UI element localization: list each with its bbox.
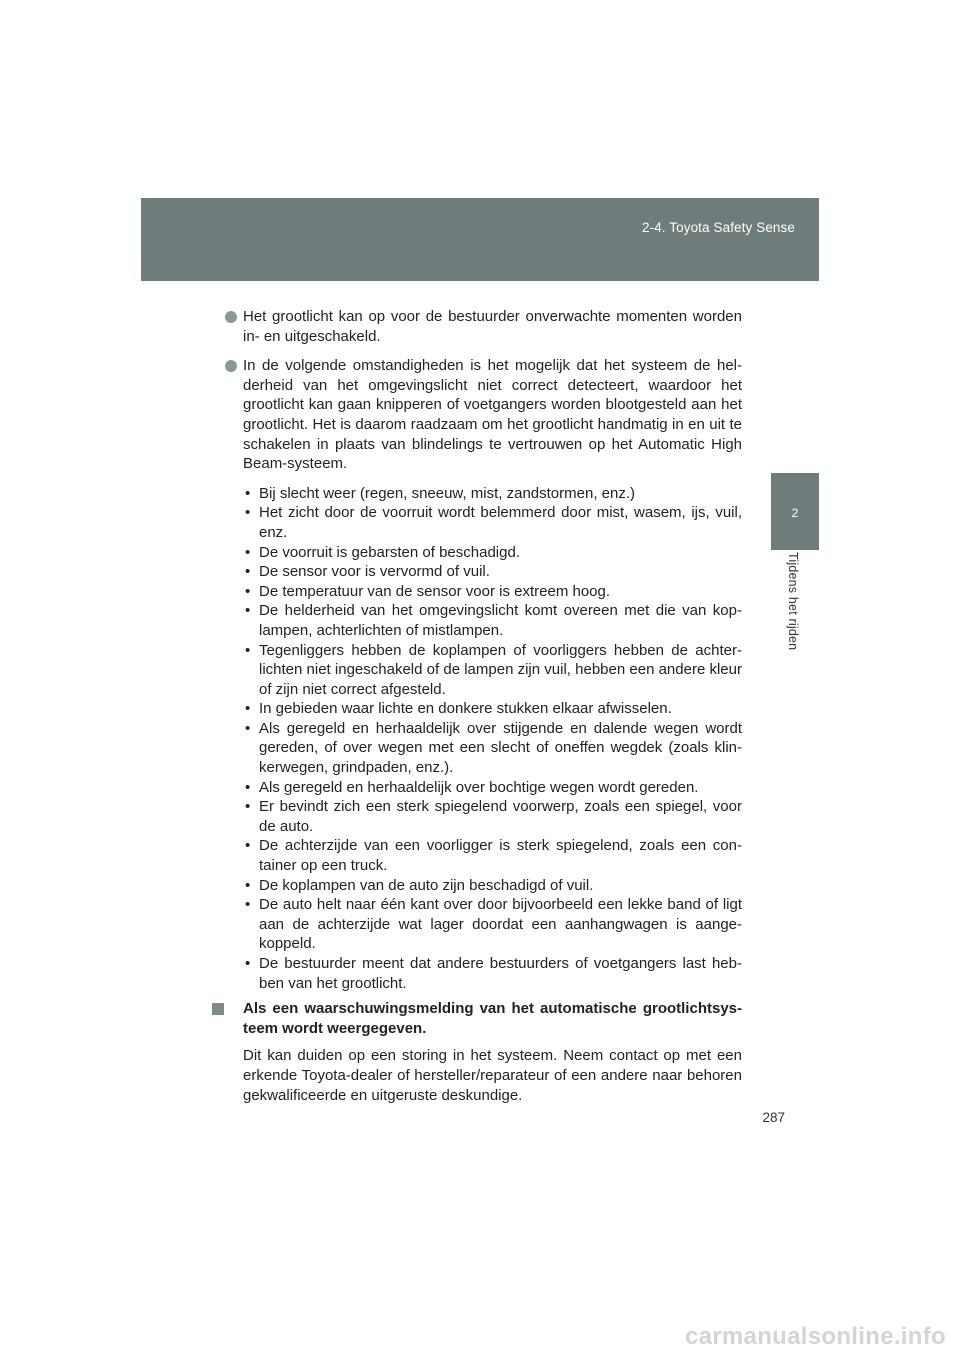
list-item-text: Als geregeld en herhaaldelijk over stijgende en dalende wegen wordt gereden, of over wegen met een slecht of oneffen wegdek (zoals klin-kerwegen, grindpaden, enz.). <box>259 719 742 777</box>
list-item-text: De achterzijde van een voorligger is sterk spiegelend, zoals een con-tainer op een truck. <box>259 837 742 875</box>
list-item <box>243 582 742 602</box>
bullet-icon: • <box>245 641 251 659</box>
list-item-text: In gebieden waar lichte en donkere stukken elkaar afwisselen. <box>259 700 672 718</box>
bullet-icon: • <box>245 504 251 522</box>
warning-heading-text: Als een waarschuwingsmelding van het automatische grootlichtsys-teem wordt weergegeven. <box>243 1000 742 1037</box>
page-number: 287 <box>762 1110 785 1125</box>
bullet-icon: • <box>245 876 251 894</box>
conditions-list <box>243 484 742 993</box>
bullet-dot-icon <box>225 311 237 323</box>
chapter-number: 2 <box>791 506 799 520</box>
list-item <box>243 836 742 875</box>
list-item-text: Bij slecht weer (regen, sneeuw, mist, zandstormen, enz.) <box>259 484 635 502</box>
bullet-icon: • <box>245 563 251 581</box>
list-item-text: De sensor voor is vervormd of vuil. <box>259 563 490 581</box>
paragraph-text: In de volgende omstandigheden is het mogelijk dat het systeem de hel-derheid van het omgevingslicht niet correct detecteert, waardoor het grootlicht kan gaan knipperen of voetgangers worden blootgesteld aan het grootlicht. Het is daarom raadzaam om het grootlicht handmatig in en uit te schakelen in plaats van blindelings te vertrouwen op het Automatic High Beam-systeem. <box>243 357 742 473</box>
square-bullet-icon <box>212 1003 224 1015</box>
watermark: carmanualsonline.info <box>684 1323 946 1350</box>
list-item <box>243 778 742 798</box>
list-item <box>243 641 742 700</box>
bullet-dot-icon <box>225 360 237 372</box>
list-item <box>243 601 742 640</box>
bullet-icon: • <box>245 896 251 914</box>
list-item <box>243 719 742 778</box>
list-item-text: De voorruit is gebarsten of beschadigd. <box>259 543 520 561</box>
list-item-text: De koplampen van de auto zijn beschadigd of vuil. <box>259 876 594 894</box>
list-item <box>243 954 742 993</box>
list-item-text: Als geregeld en herhaaldelijk over bochtige wegen wordt gereden. <box>259 778 699 796</box>
header-band <box>141 198 819 281</box>
bullet-icon: • <box>245 543 251 561</box>
bullet-icon: • <box>245 778 251 796</box>
bullet-icon: • <box>245 955 251 972</box>
paragraph <box>224 356 742 474</box>
chapter-label: Tijdens het rijden <box>786 552 800 651</box>
bullet-icon: • <box>245 582 251 600</box>
main-content <box>224 307 742 1105</box>
list-item-text: De helderheid van het omgevingslicht komt overeen met die van kop-lampen, achterlichten of mistlampen. <box>259 602 742 639</box>
bullet-icon: • <box>245 837 251 855</box>
list-item <box>243 562 742 582</box>
list-item <box>243 484 742 504</box>
list-item-text: De bestuurder meent dat andere bestuurders of voetgangers last heb-ben van het grootlicht. <box>259 955 742 992</box>
bullet-icon: • <box>245 484 251 502</box>
list-item-text: De auto helt naar één kant over door bijvoorbeeld een lekke band of ligt aan de achterzijde wat lager doordat een aanhangwagen is aange-koppeld. <box>259 896 742 953</box>
list-item <box>243 797 742 836</box>
list-item-text: De temperatuur van de sensor voor is extreem hoog. <box>259 582 611 600</box>
list-item-text: Tegenliggers hebben de koplampen of voorliggers hebben de achter-lichten niet ingeschakeld of de lampen zijn vuil, hebben een andere kleur of zijn niet correct afgesteld. <box>259 641 742 698</box>
paragraph-text: Het grootlicht kan op voor de bestuurder onverwachte momenten worden in- en uitgeschakeld. <box>243 308 742 345</box>
chapter-tab <box>771 473 819 550</box>
list-item <box>243 895 742 954</box>
list-item-text: Er bevindt zich een sterk spiegelend voorwerp, zoals een spiegel, voor de auto. <box>259 798 742 835</box>
bullet-icon: • <box>245 798 251 816</box>
list-item-text: Het zicht door de voorruit wordt belemmerd door mist, wasem, ijs, vuil, enz. <box>259 504 742 541</box>
warning-body: Dit kan duiden op een storing in het systeem. Neem contact op met een erkende Toyota-dealer of hersteller/reparateur of een andere naar behoren gekwalificeerde en uitgeruste deskundige. <box>243 1047 742 1104</box>
list-item <box>243 876 742 896</box>
list-item <box>243 699 742 719</box>
section-title: 2-4. Toyota Safety Sense <box>642 220 795 235</box>
list-item <box>243 503 742 542</box>
bullet-icon: • <box>245 719 251 737</box>
list-item <box>243 543 742 563</box>
bullet-icon: • <box>245 602 251 620</box>
paragraph <box>224 307 742 346</box>
warning-heading <box>224 999 742 1038</box>
bullet-icon: • <box>245 700 251 718</box>
